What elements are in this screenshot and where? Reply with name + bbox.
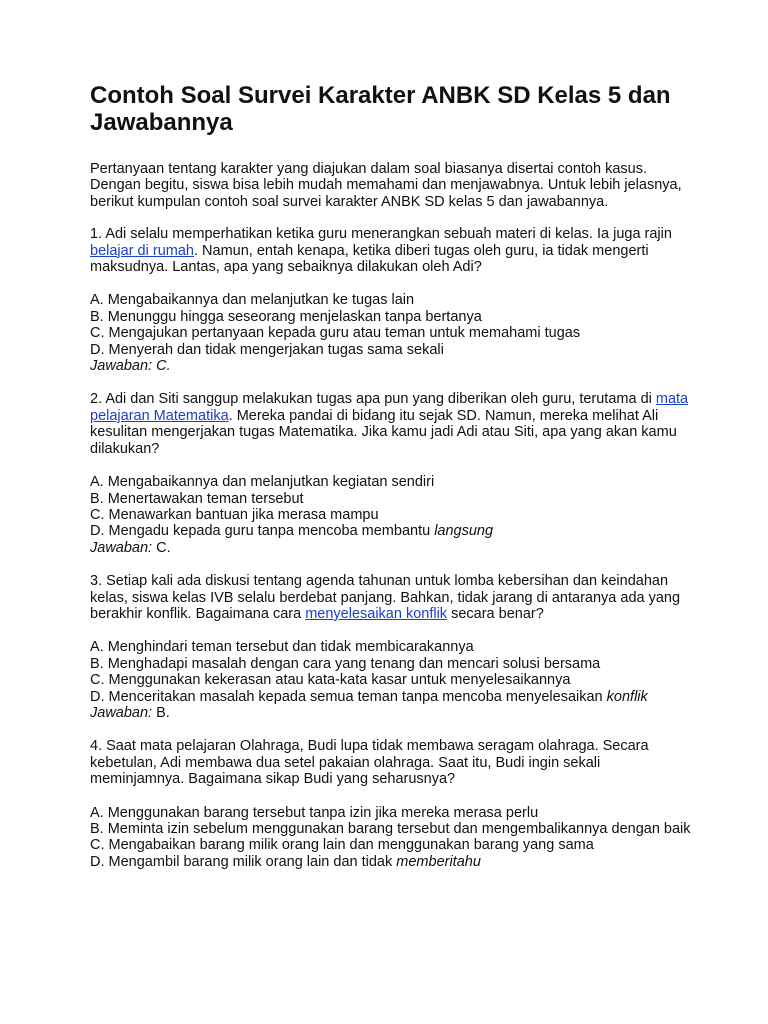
question-3-text-end: secara benar?	[447, 605, 544, 622]
option-b: B. Menunggu hingga seseorang menjelaskan tanpa bertanya	[90, 308, 482, 325]
question-2-options	[90, 474, 698, 556]
option-d-text: D. Mengambil barang milik orang lain dan tidak	[90, 853, 397, 870]
answer	[90, 705, 698, 721]
option-d-italic: memberitahu	[396, 853, 481, 870]
question-1-options	[90, 292, 698, 374]
option-d: D. Menyerah dan tidak mengerjakan tugas sama sekali	[90, 341, 444, 358]
article-title: Contoh Soal Survei Karakter ANBK SD Kelas 5 dan Jawabannya	[90, 82, 671, 136]
option-a: A. Mengabaikannya dan melanjutkan kegiatan sendiri	[90, 474, 435, 491]
option-d-italic: langsung	[434, 523, 494, 540]
answer-value: C.	[152, 539, 171, 556]
question-1	[90, 226, 698, 275]
option-c: C. Mengajukan pertanyaan kepada guru atau teman untuk memahami tugas	[90, 325, 581, 342]
option-c: C. Menawarkan bantuan jika merasa mampu	[90, 506, 379, 523]
option-b: B. Meminta izin sebelum menggunakan barang tersebut dan mengembalikannya dengan baik	[90, 821, 691, 837]
option-d-text: D. Mengadu kepada guru tanpa mencoba membantu	[90, 523, 435, 540]
option-c: C. Mengabaikan barang milik orang lain dan menggunakan barang yang sama	[90, 837, 594, 854]
option-b: B. Menertawakan teman tersebut	[90, 490, 304, 507]
link-mata-pelajaran-matematika[interactable]: mata pelajaran Matematika	[90, 391, 689, 424]
question-3-text-start: 3. Setiap kali ada diskusi tentang agenda tahunan untuk lomba kebersihan dan keindahan kelas, siswa kelas IVB selalu berdebat panjang. Bahkan, tidak jarang di antaranya ada yang berakhir konflik. Bagaimana cara	[90, 573, 681, 622]
option-a: A. Menghindari teman tersebut dan tidak membicarakannya	[90, 639, 474, 656]
option-d	[90, 689, 698, 705]
question-2	[90, 391, 698, 457]
answer	[90, 540, 698, 556]
option-d-text: D. Menceritakan masalah kepada semua teman tanpa mencoba menyelesaikan	[90, 688, 607, 705]
option-a: A. Menggunakan barang tersebut tanpa izin jika mereka merasa perlu	[90, 804, 539, 821]
question-2-text-end: . Mereka pandai di bidang itu sejak SD. Namun, mereka melihat Ali kesulitan mengerjakan tugas Matematika. Jika kamu jadi Adi atau Siti, apa yang akan kamu dilakukan?	[90, 407, 677, 457]
article-body	[90, 161, 698, 870]
question-3-options	[90, 639, 698, 721]
question-2-text-start: 2. Adi dan Siti sanggup melakukan tugas apa pun yang diberikan oleh guru, terutama di	[90, 391, 656, 408]
option-c: C. Menggunakan kekerasan atau kata-kata kasar untuk menyelesaikannya	[90, 672, 571, 689]
answer-label: Jawaban:	[90, 704, 153, 721]
option-d	[90, 854, 698, 870]
intro-paragraph: Pertanyaan tentang karakter yang diajukan dalam soal biasanya disertai contoh kasus. Dengan begitu, siswa bisa lebih mudah memahami dan menjawabnya. Untuk lebih jelasnya, berikut kumpulan contoh soal survei karakter ANBK SD kelas 5 dan jawabannya.	[90, 161, 682, 210]
link-belajar-di-rumah[interactable]: belajar di rumah	[90, 242, 194, 259]
question-4-options	[90, 805, 698, 871]
answer: Jawaban: C.	[90, 358, 171, 375]
option-a: A. Mengabaikannya dan melanjutkan ke tugas lain	[90, 292, 415, 309]
question-1-text-end: . Namun, entah kenapa, ketika diberi tugas oleh guru, ia tidak mengerti maksudnya. Lantas, apa yang sebaiknya dilakukan oleh Adi?	[90, 242, 649, 276]
option-b: B. Menghadapi masalah dengan cara yang tenang dan mencari solusi bersama	[90, 655, 601, 672]
answer-label: Jawaban:	[90, 539, 153, 556]
question-1-text-start: 1. Adi selalu memperhatikan ketika guru menerangkan sebuah materi di kelas. Ia juga rajin	[90, 226, 672, 243]
option-d	[90, 523, 698, 539]
question-3	[90, 573, 698, 622]
link-menyelesaikan-konflik[interactable]: menyelesaikan konflik	[305, 605, 448, 622]
question-4: 4. Saat mata pelajaran Olahraga, Budi lupa tidak membawa seragam olahraga. Secara kebetulan, Adi membawa dua setel pakaian olahraga. Saat itu, Budi ingin sekali meminjamnya. Bagaimana sikap Budi yang seharusnya?	[90, 738, 649, 788]
answer-value: B.	[152, 704, 170, 721]
option-d-italic: konflik	[606, 688, 648, 705]
